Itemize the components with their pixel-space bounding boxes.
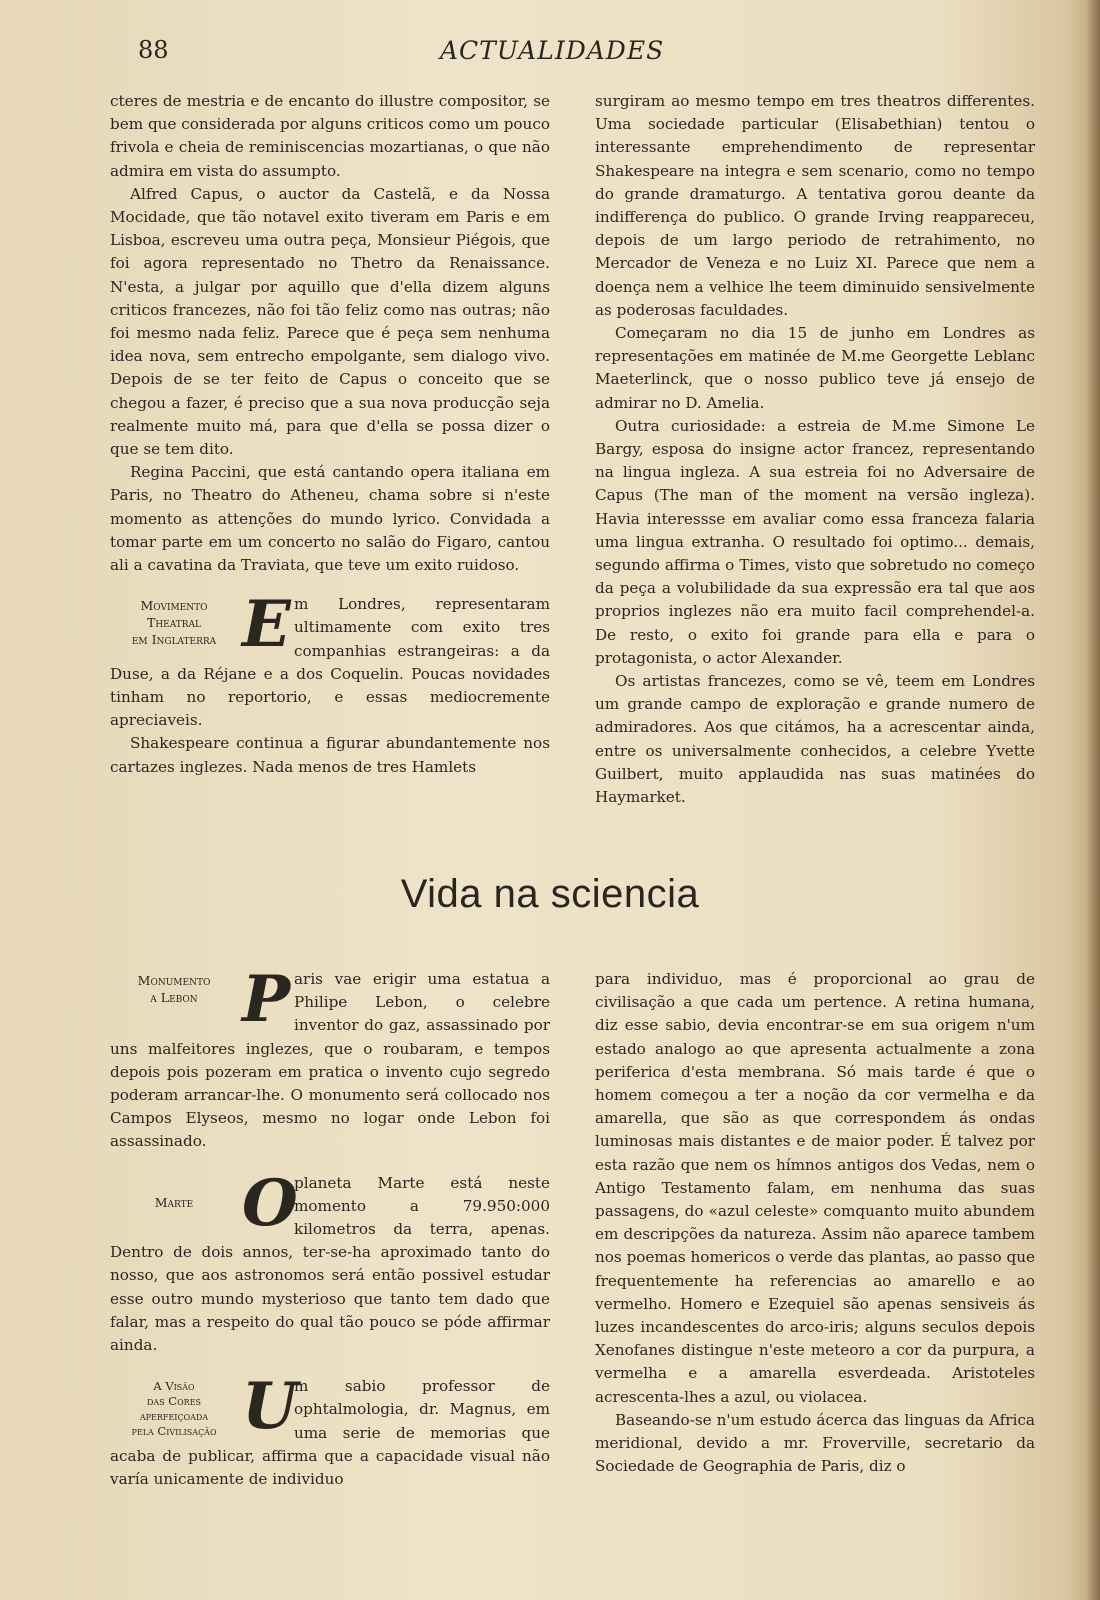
drop-cap: E: [242, 593, 291, 663]
drop-cap: U: [242, 1375, 298, 1445]
side-heading: Marte: [154, 1194, 194, 1210]
paragraph: Começaram no dia 15 de junho em Londres as representações em matinée de M.me Georgette Leblanc Maeterlinck, que o nosso publico teve já ensejo de admirar no D. Amelia.: [595, 324, 1035, 412]
bottom-left-column: [110, 968, 550, 1509]
bottom-right-column: [595, 968, 1035, 1478]
paragraph: Os artistas francezes, como se vê, teem em Londres um grande campo de exploração e grande numero de admiradores. Aos que citámos, ha a acrescentar ainda, entre os universalmente conhecidos, a celebre Yvette Guilbert, muito applaudida nas suas matinées do Haymarket.: [595, 672, 1035, 807]
section-title: Vida na sciencia: [400, 872, 700, 916]
running-title: ACTUALIDADES: [440, 36, 665, 65]
side-heading: Monumento a Lebon: [137, 973, 211, 1005]
article-monumento-lebon: [110, 968, 550, 1154]
paragraph: Baseando-se n'um estudo ácerca das linguas da Africa meridional, devido a mr. Froverville, secretario da Sociedade de Geographia de Paris, diz o: [595, 1410, 1035, 1476]
paragraph: surgiram ao mesmo tempo em tres theatros differentes. Uma sociedade particular (Elisabethian) tentou o interessante emprehendimento de representar Shakespeare na integra e sem scenario, como no tempo do grande dramaturgo. A tentativa gorou deante da indifferença do publico. O grande Irving reappareceu, depois de um largo periodo de retrahimento, no Mercador de Veneza e no Luiz XI. Parece que nem a doença nem a velhice lhe teem diminuido sensivelmente as poderosas faculdades.: [595, 92, 1035, 319]
paragraph: Outra curiosidade: a estreia de M.me Simone Le Bargy, esposa do insigne actor francez, representando na lingua ingleza. A sua estreia foi no Adversaire de Capus (The man of the moment na versão ingleza). Havia interessse em avaliar como essa franceza falaria uma lingua extranha. O resultado foi optimo... demais, segundo affirma o Times, visto que sobretudo no começo da peça a volubilidade da sua expressão era tal que aos proprios inglezes não era muito facil comprehendel-a. De resto, o exito foi grande para ella e para o protagonista, o actor Alexander.: [595, 416, 1035, 667]
page-header: [0, 36, 1100, 76]
paragraph: m sabio professor de ophtalmologia, dr. Magnus, em uma serie de memorias que acaba de publicar, affirma que a capacidade visual não varía unicamente de individuo: [110, 1377, 550, 1489]
paragraph: aris vae erigir uma estatua a Philipe Lebon, o celebre inventor do gaz, assassinado por uns malfeitores inglezes, que o roubaram, e tempos depois pois pozeram em pratica o invento cujo segredo poderam arrancar-lhe. O monumento será collocado nos Campos Elyseos, mesmo no logar onde Lebon foi assassinado.: [110, 970, 550, 1151]
paragraph: cteres de mestria e de encanto do illustre compositor, se bem que considerada por alguns criticos como um pouco frivola e cheia de reminiscencias mozartianas, o que não admira em vista do assumpto.: [110, 92, 550, 180]
article-movimento-theatral: [110, 593, 550, 732]
side-heading: A Visão das Cores aperfeiçoada pela Civilisação: [131, 1379, 217, 1439]
top-right-column: [595, 90, 1035, 809]
paragraph: m Londres, representaram ultimamente com exito tres companhias estrangeiras: a da Duse, a da Réjane e a dos Coquelin. Poucas novidades tinham no reportorio, e essas mediocremente apreciaveis.: [110, 595, 550, 730]
paragraph: Shakespeare continua a figurar abundantemente nos cartazes inglezes. Nada menos de tres Hamlets: [110, 734, 550, 776]
side-heading: Movimento Theatral em Inglaterra: [131, 598, 217, 648]
paragraph: Regina Paccini, que está cantando opera italiana em Paris, no Theatro do Atheneu, chama sobre si n'este momento as attenções do mundo lyrico. Convidada a tomar parte em um concerto no salão do Figaro, cantou ali a cavatina da Traviata, que teve um exito ruidoso.: [110, 463, 550, 575]
paragraph: para individuo, mas é proporcional ao grau de civilisação a que cada um pertence. A retina humana, diz esse sabio, devia encontrar-se em sua origem n'um estado analogo ao que apresenta actualmente a zona periferica d'esta membrana. Só mais tarde é que o homem começou a ter a noção da cor vermelha e da amarella, que são as que correspondem ás ondas luminosas mais distantes e de maior poder. É talvez por esta razão que nem os hímnos antigos dos Vedas, nem o Antigo Testamento falam, em nenhuma das suas passagens, do «azul celeste» comquanto muito abundem em descripções da natureza. Assim não aparece tambem nos poemas homericos o verde das plantas, ao passo que frequentemente ha referencias ao amarello e ao vermelho. Homero e Ezequiel são apenas sensiveis ás luzes incandescentes do arco-iris; alguns seculos depois Xenofanes distingue n'este meteoro a cor da purpura, a vermelha e a amarella esverdeada. Aristoteles acrescenta-lhes a azul, ou violacea.: [595, 970, 1035, 1406]
article-visao-cores: [110, 1375, 550, 1491]
page-number: 88: [138, 36, 169, 64]
page-edge-shadow: [1086, 0, 1100, 1600]
paragraph: Alfred Capus, o auctor da Castelã, e da Nossa Mocidade, que tão notavel exito tiveram em Paris e em Lisboa, escreveu uma outra peça, Monsieur Piégois, que foi agora representado no Thetro da Renaissance. N'esta, a julgar por aquillo que d'ella dizem alguns criticos francezes, não foi tão feliz como nas outras; não foi mesmo nada feliz. Parece que é peça sem nenhuma idea nova, sem entrecho empolgante, sem dialogo vivo. Depois de se ter feito de Capus o conceito que se chegou a fazer, é preciso que a sua nova producção seja realmente muito má, para que d'ella se possa dizer o que se tem dito.: [110, 184, 550, 459]
paragraph: planeta Marte está neste momento a 79.950:000 kilometros da terra, apenas. Dentro de dois annos, ter-se-ha aproximado tanto do nosso, que aos astronomos será então possivel estudar esse outro mundo mysterioso que tanto tem dado que falar, mas a respeito do qual tão pouco se póde affirmar ainda.: [110, 1173, 550, 1355]
drop-cap: O: [242, 1171, 298, 1241]
article-marte: [110, 1172, 550, 1358]
drop-cap: P: [242, 968, 291, 1037]
top-left-column: [110, 90, 550, 779]
